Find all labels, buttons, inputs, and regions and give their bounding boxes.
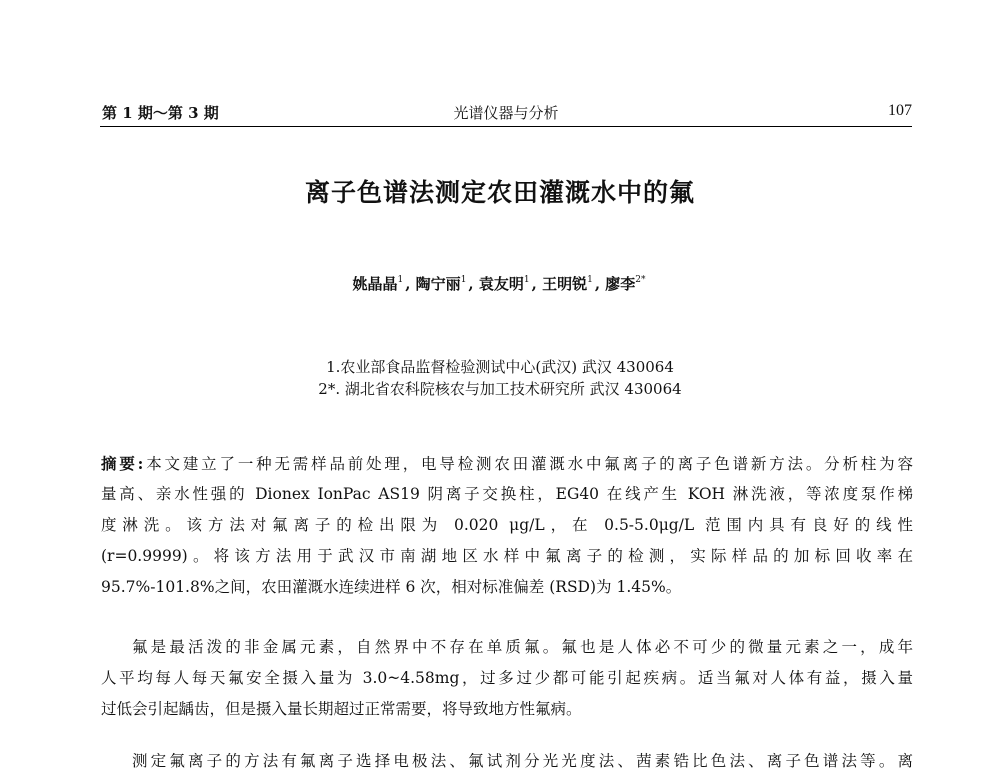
author-name: 姚晶晶	[352, 275, 398, 293]
affiliation-1: 1.农业部食品监督检验测试中心(武汉) 武汉 430064	[326, 358, 674, 376]
author-affiliation-mark: 1	[460, 275, 467, 285]
running-header	[100, 100, 912, 127]
article-title: 离子色谱法测定农田灌溉水中的氟	[304, 178, 695, 207]
body-line: 测定氟离子的方法有氟离子选择电极法、氟试剂分光光度法、茜素锆比色法、离子色谱法等。离	[132, 752, 913, 770]
abstract-line: 摘要:本文建立了一种无需样品前处理，电导检测农田灌溉水中氟离子的离子色谱新方法。分析柱为容	[101, 454, 913, 473]
abstract-label: 摘要:	[101, 454, 144, 473]
author-affiliation-mark: 1	[523, 275, 530, 285]
abstract-line: 量高、亲水性强的 Dionex IonPac AS19 阴离子交换柱，EG40 在线产生 KOH 淋洗液，等浓度泵作梯	[101, 485, 913, 503]
abstract-line: 度淋洗。该方法对氟离子的检出限为 0.020 μg/L，在 0.5-5.0μg/L 范围内具有良好的线性	[101, 516, 913, 534]
issue-label: 第 1 期～第 3 期	[102, 104, 219, 122]
author-name: 廖李	[605, 275, 636, 293]
body-line: 过低会引起龋齿，但是摄入量长期超过正常需要，将导致地方性氟病。	[101, 700, 582, 718]
abstract	[101, 448, 913, 603]
affiliation-2: 2*. 湖北省农科院核农与加工技术研究所 武汉 430064	[318, 380, 682, 398]
author-affiliation-mark: 1	[587, 275, 593, 285]
journal-name: 光谱仪器与分析	[453, 104, 559, 122]
body-paragraph-partial	[101, 746, 913, 777]
author-name: 袁友明	[478, 275, 524, 293]
author-name: 陶宁丽	[415, 275, 461, 293]
author-name: 王明锐	[542, 275, 588, 293]
body-paragraph	[101, 632, 913, 725]
author-affiliation-mark: 2*	[635, 275, 646, 285]
abstract-line: 95.7%-101.8%之间，农田灌溉水连续进样 6 次，相对标准偏差 (RSD)为 1.45%。	[101, 578, 682, 596]
abstract-line: (r=0.9999)。将该方法用于武汉市南湖地区水样中氟离子的检测，实际样品的加标回收率在	[101, 547, 913, 565]
author-affiliation-mark: 1	[397, 275, 404, 285]
author-list: 姚晶晶$^1$ , 陶宁丽$^1$ , 袁友明$^1$ , 王明锐$^1$ , 廖李$^{2*}$	[352, 275, 646, 293]
body-line: 人平均每人每天氟安全摄入量为 3.0~4.58mg，过多过少都可能引起疾病。适当氟对人体有益，摄入量	[101, 669, 913, 687]
body-line: 氟是最活泼的非金属元素，自然界中不存在单质氟。氟也是人体必不可少的微量元素之一，成年	[132, 638, 913, 656]
page-number: 107	[888, 102, 912, 119]
